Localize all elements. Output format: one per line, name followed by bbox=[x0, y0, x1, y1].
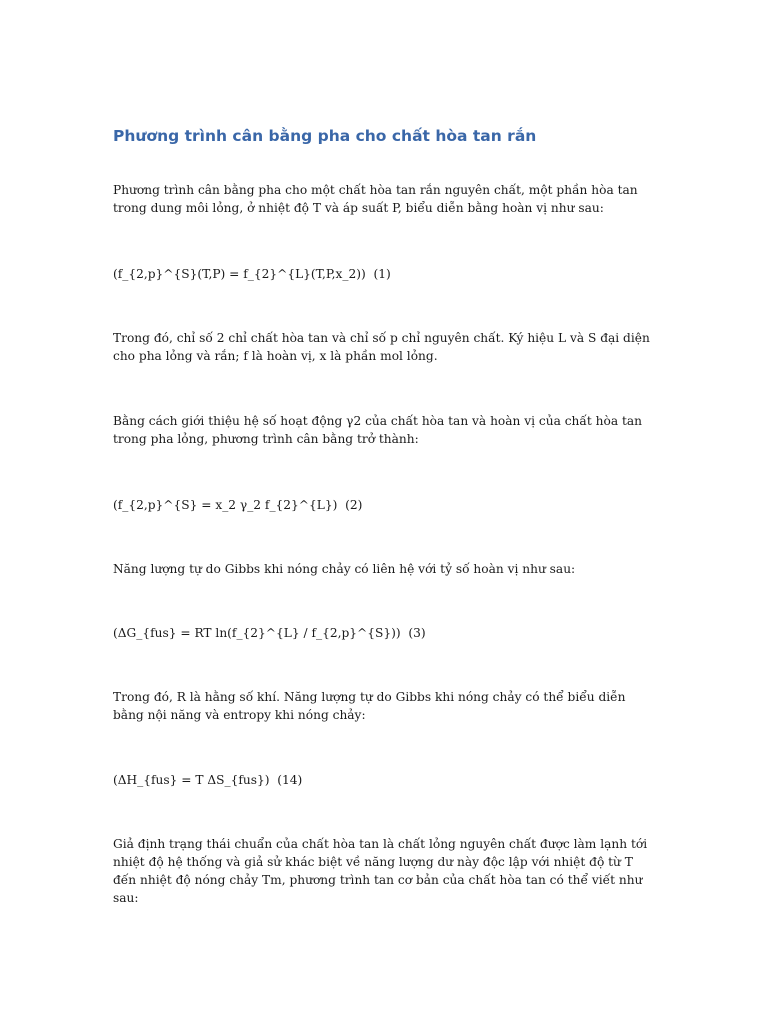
paragraph-standard-state: Giả định trạng thái chuẩn của chất hòa tan là chất lỏng nguyên chất được làm lạnh tới nhiệt độ hệ thống và giả sử khác biệt về năng lượng dư này độc lập với nhiệt độ từ T đến nhiệt độ nóng chảy Tm, phương trình tan cơ bản của chất hòa tan có thể viết như sau: bbox=[113, 837, 648, 905]
equation-3: (ΔG_{fus} = RT ln(f_{2}^{L} / f_{2,p}^{S})) (3) bbox=[113, 626, 426, 640]
document-title: Phương trình cân bằng pha cho chất hòa tan rắn bbox=[113, 127, 537, 145]
paragraph-gibbs-energy: Năng lượng tự do Gibbs khi nóng chảy có liên hệ với tỷ số hoàn vị như sau: bbox=[113, 562, 576, 576]
paragraph-notation: Trong đó, chỉ số 2 chỉ chất hòa tan và chỉ số p chỉ nguyên chất. Ký hiệu L và S đại diện cho pha lỏng và rắn; f là hoàn vị, x là phần mol lỏng. bbox=[113, 331, 650, 363]
paragraph-activity-coefficient: Bằng cách giới thiệu hệ số hoạt động γ2 của chất hòa tan và hoàn vị của chất hòa tan trong pha lỏng, phương trình cân bằng trở thành: bbox=[113, 414, 642, 446]
equation-2: (f_{2,p}^{S} = x_2 γ_2 f_{2}^{L}) (2) bbox=[113, 498, 363, 512]
equation-1: (f_{2,p}^{S}(T,P) = f_{2}^{L}(T,P,x_2)) (1) bbox=[113, 267, 391, 281]
equation-14: (ΔH_{fus} = T ΔS_{fus}) (14) bbox=[113, 773, 303, 787]
paragraph-intro: Phương trình cân bằng pha cho một chất hòa tan rắn nguyên chất, một phần hòa tan trong dung môi lỏng, ở nhiệt độ T và áp suất P, biểu diễn bằng hoàn vị như sau: bbox=[113, 183, 638, 215]
paragraph-gas-constant: Trong đó, R là hằng số khí. Năng lượng tự do Gibbs khi nóng chảy có thể biểu diễn bằng nội năng và entropy khi nóng chảy: bbox=[113, 690, 626, 722]
